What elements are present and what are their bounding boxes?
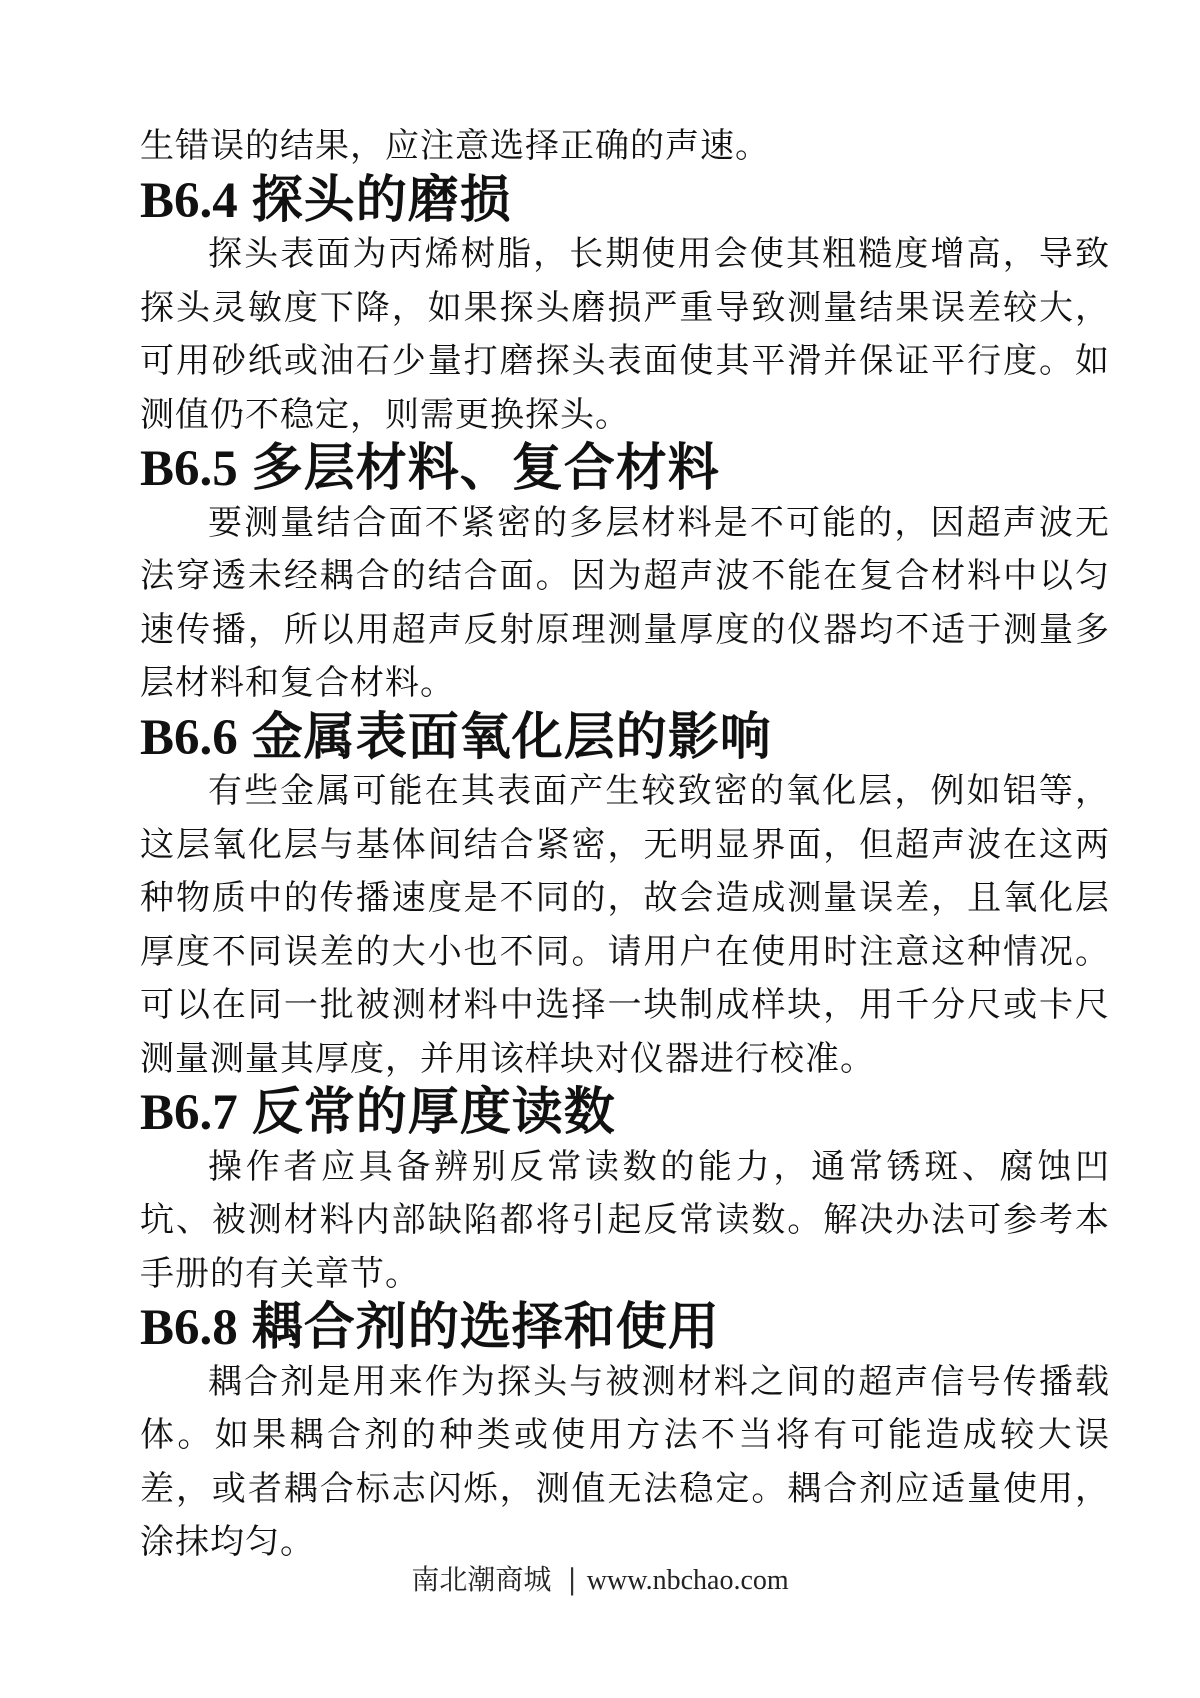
- section-heading-b6-8: [140, 1297, 1110, 1357]
- section-heading-b6-7: [140, 1082, 1110, 1142]
- section-body-b6-5: 要测量结合面不紧密的多层材料是不可能的，因超声波无法穿透未经耦合的结合面。因为超声波不能在复合材料中以匀速传播，所以用超声反射原理测量厚度的仪器均不适于测量多层材料和复合材料。: [140, 502, 1110, 703]
- section-body-b6-4: 探头表面为丙烯树脂，长期使用会使其粗糙度增高，导致探头灵敏度下降，如果探头磨损严重导致测量结果误差较大，可用砂纸或油石少量打磨探头表面使其平滑并保证平行度。如测值仍不稳定，则需更换探头。: [140, 234, 1110, 435]
- page-footer: [0, 1560, 1200, 1601]
- section-body-b6-8: 耦合剂是用来作为探头与被测材料之间的超声信号传播载体。如果耦合剂的种类或使用方法不当将有可能造成较大误差，或者耦合标志闪烁，测值无法稳定。耦合剂应适量使用，涂抹均匀。: [140, 1361, 1110, 1562]
- continuation-paragraph: 生错误的结果，应注意选择正确的声速。: [140, 126, 770, 166]
- document-content: [140, 120, 1110, 1570]
- section-title: 探头的磨损: [251, 169, 512, 230]
- section-body-b6-6: 有些金属可能在其表面产生较致密的氧化层，例如铝等，这层氧化层与基体间结合紧密，无明显界面，但超声波在这两种物质中的传播速度是不同的，故会造成测量误差，且氧化层厚度不同误差的大小也不同。请用户在使用时注意这种情况。可以在同一批被测材料中选择一块制成样块，用千分尺或卡尺测量测量其厚度，并用该样块对仪器进行校准。: [140, 771, 1110, 1079]
- section-title: 耦合剂的选择和使用: [251, 1297, 720, 1357]
- footer-site-name: 南北潮商城: [411, 1563, 552, 1596]
- section-heading-b6-4: [140, 169, 1110, 230]
- section-heading-b6-6: [140, 706, 1110, 767]
- section-heading-b6-5: [140, 438, 1110, 498]
- footer-url-link[interactable]: www.nbchao.com: [586, 1565, 789, 1596]
- section-number: B6.4: [140, 172, 238, 229]
- section-title: 多层材料、复合材料: [251, 438, 720, 498]
- section-title: 反常的厚度读数: [251, 1082, 616, 1142]
- section-title: 金属表面氧化层的影响: [251, 706, 772, 767]
- section-number: B6.5: [140, 441, 238, 497]
- section-body-b6-7: 操作者应具备辨别反常读数的能力，通常锈斑、腐蚀凹坑、被测材料内部缺陷都将引起反常读数。解决办法可参考本手册的有关章节。: [140, 1146, 1110, 1294]
- section-number: B6.7: [140, 1085, 238, 1141]
- section-number: B6.6: [140, 709, 238, 766]
- footer-separator: |: [567, 1563, 577, 1596]
- section-number: B6.8: [140, 1300, 238, 1356]
